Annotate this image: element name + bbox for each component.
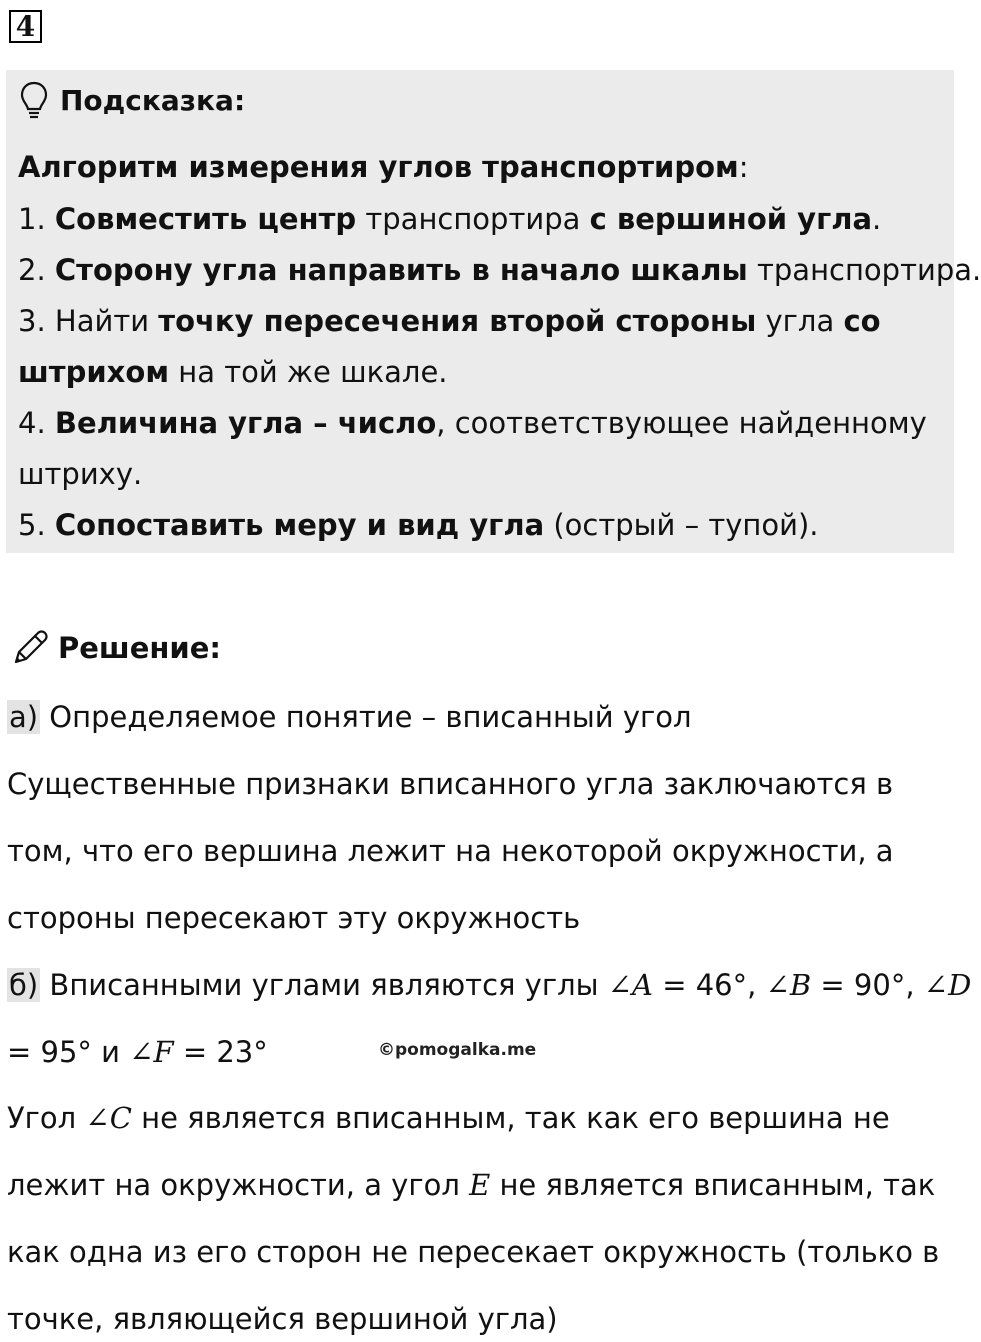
part-b-label: б) [9,968,39,1002]
conclusion-line-4: точке, являющейся вершиной угла) [7,1302,558,1336]
watermark: ©pomogalka.me [378,1040,537,1060]
algorithm-title: Алгоритм измерения углов транспортиром: [18,150,749,184]
conclusion-line-2: лежит на окружности, а угол 𝐸 не является вписанным, так [7,1168,936,1202]
lightbulb-icon [18,80,50,120]
paragraph-line-2: том, что его вершина лежит на некоторой окружности, а [7,834,894,868]
part-a: а) Определяемое понятие – вписанный угол [9,700,692,734]
task-number: 4 [9,10,42,43]
hint-step-3-cont: штрихом на той же шкале. [18,355,448,389]
paragraph-line-3: стороны пересекают эту окружность [7,901,581,935]
solution-title [8,626,221,670]
hint-step-5: 5. Сопоставить меру и вид угла (острый – тупой). [18,508,819,542]
conclusion-line-1: Угол ∠𝐶 не является вписанным, так как его вершина не [7,1101,890,1135]
hint-step-3: 3. Найти точку пересечения второй стороны угла со [18,304,881,338]
part-b-cont: = 95° и ∠𝐹 = 23° [7,1035,268,1069]
hint-title [18,80,245,120]
hint-step-4-cont: штриху. [18,457,143,491]
hint-step-4: 4. Величина угла – число, соответствующее найденному [18,406,927,440]
hint-step-2: 2. Сторону угла направить в начало шкалы транспортира. [18,253,981,287]
hint-box [6,70,981,553]
solution-title-text: Решение: [58,631,222,665]
part-b: б) Вписанными углами являются углы ∠𝐴 = 46°, ∠𝐵 = 90°, ∠𝐷 [9,968,972,1002]
part-a-label: а) [9,700,39,734]
hint-step-1: 1. Совместить центр транспортира с вершиной угла. [18,202,882,236]
hint-title-text: Подсказка: [60,83,246,117]
pencil-icon [8,626,52,670]
paragraph-line-1: Существенные признаки вписанного угла заключаются в [7,767,894,801]
conclusion-line-3: как одна из его сторон не пересекает окружность (только в [7,1235,940,1269]
